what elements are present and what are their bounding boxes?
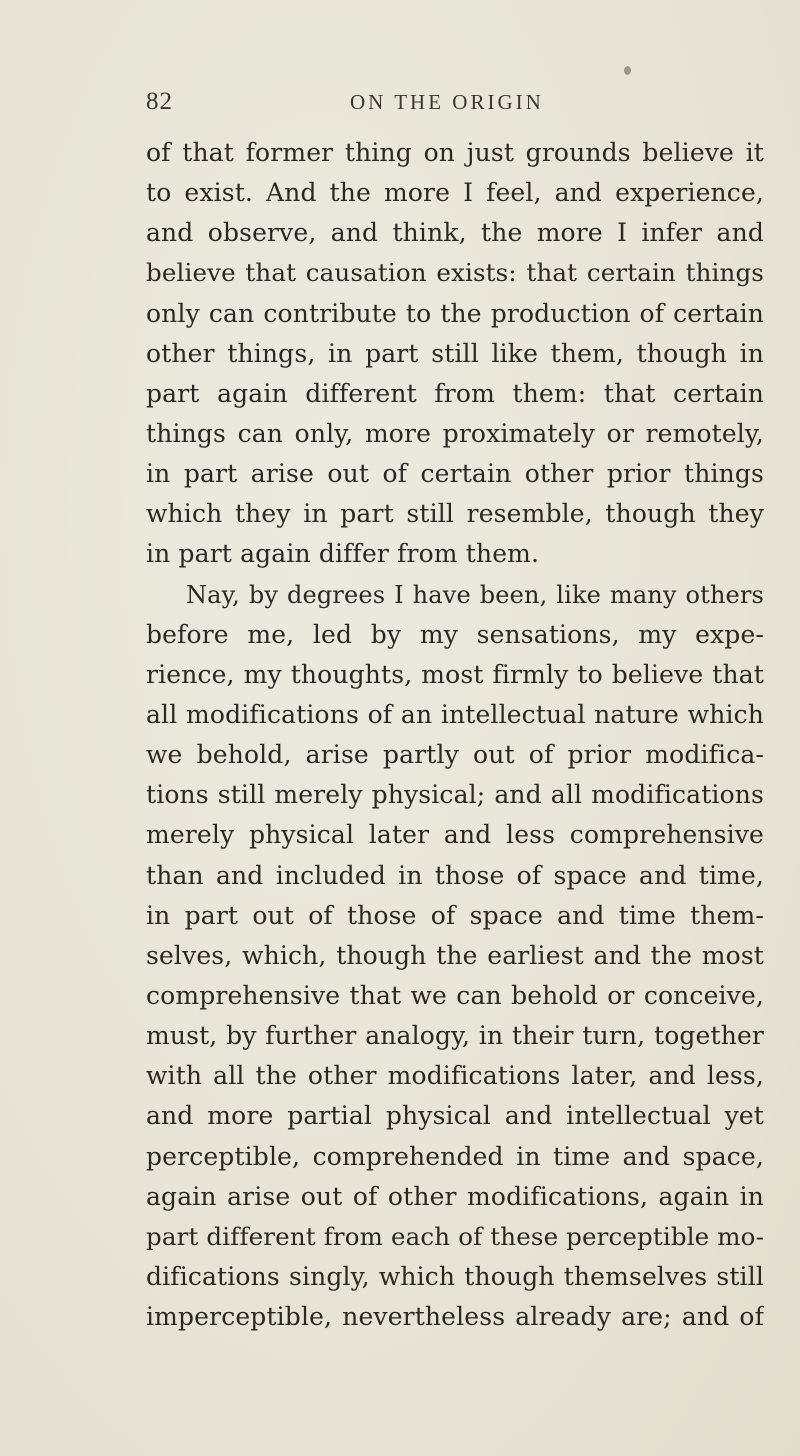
text-line: rience, my thoughts, most firmly to believe that: [146, 659, 764, 689]
running-head-title: ON THE ORIGIN: [350, 90, 544, 114]
text-line: selves, which, though the earliest and the most: [146, 940, 764, 970]
text-line: with all the other modifications later, and less,: [146, 1061, 764, 1091]
text-line: things can only, more proximately or remotely,: [146, 418, 764, 448]
text-line: comprehensive that we can behold or conceive,: [146, 980, 764, 1010]
text-line: all modifications of an intellectual nature which: [146, 699, 764, 729]
text-line: other things, in part still like them, though in: [146, 338, 764, 368]
text-line: and more partial physical and intellectual yet: [146, 1101, 764, 1131]
text-line: of that former thing on just grounds believe it: [146, 138, 764, 167]
text-line: difications singly, which though themselves still: [146, 1261, 764, 1291]
text-line: again arise out of other modifications, again in: [146, 1181, 764, 1211]
text-line: must, by further analogy, in their turn, together: [146, 1021, 764, 1051]
paragraph-end-line: in part again differ from them.: [146, 539, 540, 569]
text-line: before me, led by my sensations, my expe-: [146, 619, 764, 649]
text-line: perceptible, comprehended in time and space,: [146, 1141, 764, 1171]
text-line: part different from each of these perceptible mo-: [146, 1221, 764, 1251]
text-line: imperceptible, nevertheless already are; and of: [146, 1302, 764, 1332]
paragraph-start-line: Nay, by degrees I have been, like many others: [186, 580, 764, 609]
text-line: we behold, arise partly out of prior modifica-: [146, 740, 764, 770]
text-line: believe that causation exists: that certain things: [146, 258, 764, 288]
text-line: only can contribute to the production of certain: [146, 298, 764, 328]
text-line: part again different from them: that certain: [146, 378, 764, 408]
text-line: in part out of those of space and time them-: [146, 900, 764, 930]
paper-speck: [624, 66, 631, 75]
running-head: [146, 88, 766, 122]
text-line: to exist. And the more I feel, and experience,: [146, 178, 764, 208]
text-line: merely physical later and less comprehensive: [146, 820, 764, 850]
text-line: which they in part still resemble, though they: [146, 499, 764, 529]
page-number: 82: [146, 88, 173, 115]
body-text: [146, 133, 764, 1337]
text-line: in part arise out of certain other prior things: [146, 459, 764, 489]
text-line: tions still merely physical; and all modifications: [146, 780, 764, 810]
text-line: than and included in those of space and time,: [146, 860, 764, 890]
text-line: and observe, and think, the more I infer and: [146, 218, 764, 248]
